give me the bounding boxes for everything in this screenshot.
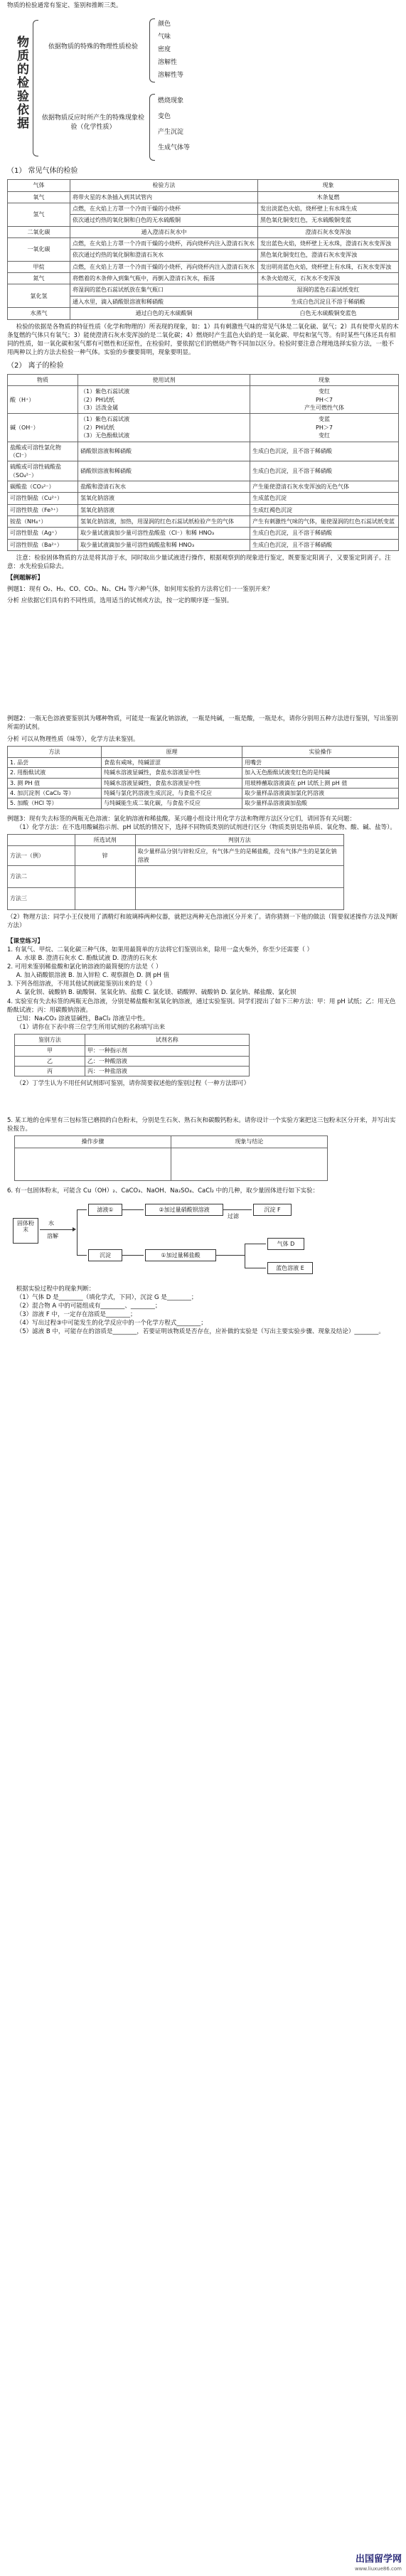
table-row xyxy=(8,308,399,319)
table-header-cell: 现象 xyxy=(258,180,399,191)
table-cell: 可溶性铜盐（Cu²⁺） xyxy=(8,493,78,504)
table-cell: 硝酸钡溶液和稀硝酸 xyxy=(78,461,250,481)
table-cell: 变红 PH＜7 产生可燃性气体 xyxy=(250,386,399,414)
q6-part-d: （4）写出过程③中可能发生的化学反应中的一个化学方程式________； xyxy=(16,1320,207,1327)
table-header-cell: 使用试剂 xyxy=(78,375,250,386)
table-row xyxy=(8,887,344,909)
table-row xyxy=(8,539,399,550)
table-row xyxy=(8,789,399,798)
experiment-flow-diagram xyxy=(7,1199,399,1283)
table-header-cell: 现象与结论 xyxy=(171,1136,327,1148)
table-cell: 将燃着的木条伸入到集气瓶中，再倒入澄清石灰水，振荡 xyxy=(70,273,258,284)
table-header-row xyxy=(8,180,399,191)
practice-q5: 5. 某工地的仓库里有三包标签已磨损的白色粉末，分别是生石灰、熟石灰和碳酸钙粉末。请你设计一个实验方案把这三包粉末区分开来，并写出实验报告。 xyxy=(7,1117,396,1133)
table-header-row xyxy=(8,746,399,757)
example3-text: 例题3：现有失去标签的两瓶无色溶液：氯化钠溶液和稀盐酸。某兴趣小组设计用化学方法和物理方法区分它们，请回答有关问题： xyxy=(7,815,356,823)
table-header-cell: 鉴别方法 xyxy=(15,1034,85,1045)
table-cell: 氢气 xyxy=(8,203,70,226)
table-cell: 甲 xyxy=(15,1046,85,1056)
table-cell: 通入水里，滴入硝酸银溶液和稀硝酸 xyxy=(70,296,258,307)
flow-split-line xyxy=(77,1209,78,1255)
example2-text: 例题2：一瓶无色溶液要鉴别其为哪种物质，可能是一瓶氯化钠溶液，一瓶是纯碱，一瓶是酸，一瓶是水，请你分别用五种方法进行鉴别，写出鉴别所需的试剂。 xyxy=(7,715,398,732)
ion-section-title: （2） 离子的检验 xyxy=(7,361,64,370)
table-header-row xyxy=(15,1136,328,1148)
physical-item: 颜色 xyxy=(158,21,171,28)
table-cell: 黑色氧化铜变红色，无水硫酸铜变蓝 xyxy=(258,215,399,226)
table-row xyxy=(8,191,399,203)
table-row xyxy=(8,273,399,284)
table-cell: 氮气 xyxy=(8,273,70,284)
table-cell: 4. 加沉淀剂（CaCl₂ 等） xyxy=(8,789,102,798)
table-cell: 纯碱水溶液显碱性，食盐水溶液显中性 xyxy=(102,768,242,778)
table-row xyxy=(8,528,399,539)
example3-q1: （1）化学方法：在不选用酸碱指示剂、pH 试纸的情况下，选择不同物质类别的试剂进行区分（物质类别是指单质、氧化物、酸、碱、盐等）。 xyxy=(16,823,396,831)
physical-item: 气味 xyxy=(158,33,171,41)
flow-box-filtrate: 滤液① xyxy=(88,1204,122,1216)
table-row xyxy=(8,203,399,214)
table-cell: 水蒸气 xyxy=(8,308,70,319)
watermark-url: www.liuxue86.com xyxy=(354,2566,402,2572)
flow-arrow xyxy=(122,1255,144,1256)
example2-table xyxy=(7,746,399,809)
table-cell: 生成白色沉淀，且不溶于稀硝酸 xyxy=(250,539,399,550)
table-row xyxy=(8,238,399,250)
table-header-cell xyxy=(8,834,75,845)
chemical-item: 变色 xyxy=(158,113,171,121)
practice-q1: 1. 有氧气、甲烷、二氧化碳三种气体，如果用最简单的方法将它们鉴别出来，除用一盒火柴外，你至少还需要（ ） xyxy=(7,946,314,954)
practice-q4-sub: 已知：Na₂CO₃ 溶液显碱性，BaCl₂ 溶液呈中性。 xyxy=(16,1015,149,1022)
table-row xyxy=(8,461,399,481)
table-row xyxy=(8,768,399,778)
table-cell: 方法二 xyxy=(8,865,75,887)
table-header-cell: 实验操作 xyxy=(242,746,399,757)
table-header-cell: 物质 xyxy=(8,375,78,386)
practice-q1-options: A. 水球 B. 澄清石灰水 C. 酚酞试液 D. 澄清的石灰水 xyxy=(16,955,157,963)
table-cell: 食盐有咸味，纯碱涩涩 xyxy=(102,757,242,767)
table-cell: 用嘴尝 xyxy=(242,757,399,767)
answer-cell[interactable] xyxy=(75,887,135,909)
table-cell: 锌 xyxy=(75,846,135,866)
table-cell: 点燃，在火焰上方罩一个冷而干燥的小烧杯，再向烧杯内注入澄清石灰水 xyxy=(70,261,258,272)
flow-box-step2: ②加过量硝酸钡溶液 xyxy=(145,1204,223,1216)
table-header-row xyxy=(8,834,344,845)
table-cell: 与纯碱能生成二氧化碳，与食盐不反应 xyxy=(102,798,242,808)
q6-part-c: （3）溶液 F 中，一定存在溶质是________； xyxy=(16,1311,137,1319)
physical-brace xyxy=(149,18,155,82)
table-cell: 丙 xyxy=(15,1066,85,1076)
watermark-title: 出国留学网 xyxy=(355,2553,402,2565)
practice-q4: 4. 实验室有失去标签的两瓶无色溶液，分别是稀盐酸和氢氧化钠溶液，通过实验鉴别。同学们提出了如下三种方法：甲：用 pH 试纸；乙：用无色酚酞试液；丙：用碳酸钠溶液。 xyxy=(7,998,396,1014)
table-row xyxy=(8,386,399,414)
flow-arrow xyxy=(77,1255,87,1256)
table-cell: 依次通过灼热的氧化铜和澄清石灰水 xyxy=(70,250,258,261)
table-row xyxy=(8,778,399,788)
table-cell: 依次通过灼热的氧化铜和白色的无水硫酸铜 xyxy=(70,215,258,226)
table-cell: 白色无水硫酸铜变蓝色 xyxy=(258,308,399,319)
inspection-overview-diagram xyxy=(7,14,399,164)
table-cell: 将湿润的蓝色石蕊试纸放在集气瓶口 xyxy=(70,284,258,296)
example1-analysis: 分析 应依据它们具有的不同性质，选用适当的试剂或方法，按一定的顺序逐一鉴别。 xyxy=(7,597,233,605)
example3-table xyxy=(7,834,344,910)
table-cell: 变蓝 PH＞7 变红 xyxy=(250,414,399,442)
table-cell: 取少量试液滴加少量可溶性硫酸盐和稀 HNO₃ xyxy=(78,539,250,550)
q4-table xyxy=(14,1034,250,1076)
flow-box-start: 固体粉末 xyxy=(13,1218,38,1244)
table-cell: 发出淡蓝色火焰，烧杯壁上有水珠生成 xyxy=(258,203,399,214)
example2-analysis: 分析 可以从物理性质（味等），化学方法来鉴别。 xyxy=(7,735,139,743)
practice-q3-options: A. 氯化钡、硫酸钠 B. 硫酸铜、氢氧化钠、盐酸 C. 氯化镁、硝酸钾、硫酸钠 D. 氯化钠、稀盐酸、氯化钡 xyxy=(16,989,297,997)
flow-arrow xyxy=(40,1229,73,1230)
table-cell: 硝酸银溶液和稀硝酸 xyxy=(78,442,250,461)
table-cell: 黑色氧化铜变红色，澄清石灰水变浑浊 xyxy=(258,250,399,261)
flow-arrow xyxy=(216,1255,245,1256)
table-cell: 纯碱与氯化钙溶液生成沉淀，与食盐不反应 xyxy=(102,789,242,798)
table-row xyxy=(8,261,399,272)
practice-q4-table-intro: （1）请你在下表中将三位学生所用试剂的名称填写出来 xyxy=(16,1023,166,1031)
flow-arrow xyxy=(77,1209,87,1210)
table-header-cell: 原理 xyxy=(102,746,242,757)
chemical-brace xyxy=(149,94,155,161)
gas-detection-table xyxy=(7,179,399,319)
table-cell: 产生有刺激性气味的气体，能使湿润的红色石蕊试纸变蓝 xyxy=(250,516,399,528)
table-cell: 产生能使澄清石灰水变浑浊的无色气体 xyxy=(250,481,399,492)
table-cell: 生成白色沉淀，且不溶于稀硝酸 xyxy=(250,442,399,461)
flow-label-water: 水 xyxy=(48,1219,54,1226)
gas-note: 检验的依据是各物质的特征性质（化学和物理的）所表现的现象，如：1）具有刺激性气味的常见气体是二氧化硫、氨气；2）具有使带火星的木条复燃的气体只有氧气；3）能使澄清石灰水变浑浊的是二氧化碳；4）燃烧时产生蓝色火焰的是一氧化碳、甲烷和氢气等。有时某些气体还具有相同的性质，如一氧化碳和氢气都有可燃性和还原性，在检验时，要依据它们的燃烧产物不同加以区分。检验时要注意合理地选择实验方法，一般不用两种以上的方法去检验一种气体。实验的步骤要简明，现象要明显。 xyxy=(7,323,399,356)
example3-q2: （2）物理方法：同学小王仅使用了酒精灯和玻璃棒两种仪器，就把这两种无色溶液区分开来了。请你猜测一下他的做法（简要叙述操作方法及判断方法） xyxy=(7,913,398,930)
table-header-cell: 气体 xyxy=(8,180,70,191)
table-header-cell: 现象 xyxy=(250,375,399,386)
table-row xyxy=(8,493,399,504)
ion-note: 注意：检验固体物质的方法是将其溶于水，同时取出少量试液进行操作，根据观察到的现象进行鉴定，既要鉴定阳离子，又要鉴定阴离子。注意：水先检验后除去。 xyxy=(7,555,391,571)
practice-q4-q2: （2）丁学生认为不用任何试剂即可鉴别，请你简要叙述他的鉴别过程（一种方法即可） xyxy=(16,1080,250,1088)
table-cell: 生成白色沉淀且不溶于稀硝酸 xyxy=(258,296,399,307)
table-cell: 酸（H⁺） xyxy=(8,386,78,414)
q5-table xyxy=(14,1135,328,1180)
table-cell: 生成红褐色沉淀 xyxy=(250,504,399,515)
answer-cell[interactable] xyxy=(75,865,135,887)
answer-cell[interactable] xyxy=(15,1148,171,1180)
table-cell: 3. 测 PH 值 xyxy=(8,778,102,788)
table-header-cell: 试剂名称 xyxy=(85,1034,249,1045)
table-cell: 湿润的蓝色石蕊试纸变红 xyxy=(258,284,399,296)
table-cell: 生成蓝色沉淀 xyxy=(250,493,399,504)
chemical-label: 依据物质反应时所产生的特殊现象检验（化学性质） xyxy=(41,114,144,131)
table-cell: 可溶性银盐（Ag⁺） xyxy=(8,528,78,539)
outer-brace xyxy=(33,20,38,156)
flow-box-precipitate: 沉淀 xyxy=(88,1249,122,1261)
table-cell: 方法一（例） xyxy=(8,846,75,866)
table-row xyxy=(8,846,344,866)
table-cell: 取少量样品溶液滴加盐酸 xyxy=(242,798,399,808)
table-cell: 生成白色沉淀，且不溶于稀硝酸 xyxy=(250,461,399,481)
table-cell: 乙：一种酸溶液 xyxy=(85,1056,249,1066)
table-cell: 碱（OH⁻） xyxy=(8,414,78,442)
practice-q2-options: A. 加入硝酸银溶液 B. 加入锌粒 C. 观察颜色 D. 测 pH 值 xyxy=(16,972,170,980)
physical-item: 密度 xyxy=(158,46,171,54)
table-cell: （1）紫色石蕊试液 （2）PH试纸 （3）活泼金属 xyxy=(78,386,250,414)
answer-cell[interactable] xyxy=(135,865,343,887)
answer-space xyxy=(7,1095,399,1109)
table-cell: 二氧化碳 xyxy=(8,226,70,237)
table-cell: 可溶性钡盐（Ba²⁺） xyxy=(8,539,78,550)
table-cell: 纯碱水溶液显碱性，食盐水溶液显中性 xyxy=(102,778,242,788)
table-cell: 通入澄清石灰水中 xyxy=(70,226,258,237)
table-row xyxy=(8,226,399,237)
table-header-cell: 操作步骤 xyxy=(15,1136,171,1148)
table-cell: 盐酸和澄清石灰水 xyxy=(78,481,250,492)
table-cell: 甲烷 xyxy=(8,261,70,272)
flow-label-filter: 过滤 xyxy=(228,1212,239,1219)
table-cell: 氢氧化钠溶液 xyxy=(78,504,250,515)
table-cell: 氢氧化钠溶液 xyxy=(78,493,250,504)
physical-label: 依据物质的特殊的物理性质检验 xyxy=(48,43,138,51)
table-cell: 甲：一种指示剂 xyxy=(85,1046,249,1056)
table-cell: 碳酸盐（CO₃²⁻） xyxy=(8,481,78,492)
table-cell: （1）紫色石蕊试液 （2）PH试纸 （3）无色酚酞试液 xyxy=(78,414,250,442)
table-cell: 发出蓝色火焰，烧杯壁上无水珠，澄清石灰水变浑浊 xyxy=(258,238,399,250)
flow-arrow xyxy=(223,1209,252,1210)
flow-arrowhead xyxy=(73,1227,76,1231)
table-cell: 点燃，在火焰上方罩一个冷而干燥的小烧杯，再向烧杯内注入澄清石灰水 xyxy=(70,238,258,250)
answer-cell[interactable] xyxy=(135,887,343,909)
overview-title: 物质的检验依据 xyxy=(14,36,28,131)
table-cell: 木条火焰熄灭，石灰水不变浑浊 xyxy=(258,273,399,284)
table-cell: 发出明亮蓝色火焰，烧杯壁上有水珠，石灰水变浑浊 xyxy=(258,261,399,272)
table-row xyxy=(8,481,399,492)
physical-item: 溶解性 xyxy=(158,59,178,67)
document-page xyxy=(7,0,399,1336)
table-row xyxy=(15,1148,328,1180)
table-cell: 铵盐（NH₄⁺） xyxy=(8,516,78,528)
table-cell: 5. 加酸（HCl 等） xyxy=(8,798,102,808)
chemical-item: 生成气体等 xyxy=(158,144,191,152)
table-row xyxy=(15,1046,250,1056)
table-cell: 丙：一种盐溶液 xyxy=(85,1066,249,1076)
table-cell: 方法三 xyxy=(8,887,75,909)
answer-cell[interactable] xyxy=(171,1148,327,1180)
intro-text: 物质的检验通常有鉴定、鉴别和推断三类。 xyxy=(7,2,122,9)
table-cell: 取少量样品溶液滴加氯化钙溶液 xyxy=(242,789,399,798)
flow-box-blue-solution: 蓝色溶液 E xyxy=(267,1262,313,1274)
table-cell: 氧气 xyxy=(8,191,70,203)
table-cell: 生成白色沉淀，且不溶于稀硝酸 xyxy=(250,528,399,539)
table-cell: 氢氧化钠溶液，加热，用湿润的红色石蕊试纸检验产生的气体 xyxy=(78,516,250,528)
table-cell: 将带火星的木条插入到其试管内 xyxy=(70,191,258,203)
table-cell: 硫酸或可溶性硫酸盐（SO₄²⁻） xyxy=(8,461,78,481)
site-watermark xyxy=(355,2553,402,2573)
flow-box-white-ppt: 沉淀 F xyxy=(253,1204,292,1216)
example-header: 【例题解析】 xyxy=(7,574,44,582)
table-cell: 盐酸或可溶性氯化物（Cl⁻） xyxy=(8,442,78,461)
practice-header: 【课堂练习】 xyxy=(7,938,44,946)
table-header-cell: 检验方法 xyxy=(70,180,258,191)
ion-detection-table xyxy=(7,374,399,551)
practice-q3: 3. 下列各组溶液，不用其他试剂就能鉴别出来的是（ ） xyxy=(7,980,156,988)
example1-answer-space xyxy=(7,605,399,712)
q6-part-b: （2）混合物 A 中的可能组成有________、________； xyxy=(16,1302,161,1310)
table-header-row xyxy=(15,1034,250,1045)
table-cell: 1. 品尝 xyxy=(8,757,102,767)
table-cell: 点燃，在火焰上方罩一个冷而干燥的小烧杯 xyxy=(70,203,258,214)
table-cell: 可溶性铁盐（Fe³⁺） xyxy=(8,504,78,515)
flow-box-gas: 气体 D xyxy=(267,1238,304,1250)
q6-part-a: （1）气体 D 是________（填化学式，下同），沉淀 G 是________； xyxy=(16,1293,198,1301)
table-row xyxy=(8,798,399,808)
practice-q6: 6. 有一包固体粉末，可能含 Cu（OH）₂、CaCO₃、NaOH、Na₂SO₄、CaCl₂ 中的几种，取少量固体进行如下实验： xyxy=(7,1187,319,1195)
table-row xyxy=(8,757,399,767)
q6-lead: 根据实验过程中的现象判断： xyxy=(16,1285,95,1293)
table-row xyxy=(15,1066,250,1076)
table-cell: 通过白色的无水硫酸铜 xyxy=(70,308,258,319)
table-row xyxy=(15,1056,250,1066)
table-row xyxy=(8,504,399,515)
example1-text: 例题1：现有 O₂、H₂、CO、CO₂、N₂、CH₄ 等六种气体，如何用实验的方法将它们一一鉴别开来？ xyxy=(7,586,273,594)
q6-part-e: （5）滤液 B 中，可能存在的溶质是________，若要证明该物质是否存在，应补做的实验是（写出主要实验步骤、现象及结论）________。 xyxy=(16,1328,385,1336)
table-cell: 澄清石灰水变浑浊 xyxy=(258,226,399,237)
physical-item: 溶解性等 xyxy=(158,72,184,80)
table-cell: 一氧化碳 xyxy=(8,238,70,262)
table-cell: 2. 用酚酞试液 xyxy=(8,768,102,778)
table-row xyxy=(8,442,399,461)
chemical-item: 燃烧现象 xyxy=(158,97,184,105)
table-cell: 取少量试液滴加少量可溶性盐酸盐（Cl⁻）和稀 HNO₃ xyxy=(78,528,250,539)
table-header-cell: 判别方法 xyxy=(135,834,343,845)
flow-box-step1: ①加过量稀盐酸 xyxy=(145,1249,216,1261)
table-cell: 木条复燃 xyxy=(258,191,399,203)
flow-arrow xyxy=(122,1209,144,1210)
table-row xyxy=(8,516,399,528)
table-row xyxy=(8,284,399,296)
table-cell: 加入无色酚酞试液变红色的是纯碱 xyxy=(242,768,399,778)
gas-section-title: （1） 常见气体的检验 xyxy=(7,167,78,176)
table-cell: 乙 xyxy=(15,1056,85,1066)
table-row xyxy=(8,865,344,887)
chemical-item: 产生沉淀 xyxy=(158,129,184,137)
table-header-cell: 方法 xyxy=(8,746,102,757)
table-row xyxy=(8,414,399,442)
table-header-row xyxy=(8,375,399,386)
table-header-cell: 所选试剂 xyxy=(75,834,135,845)
table-cell: 取少量样品分别与锌粒反应，有气体产生的是稀盐酸，没有气体产生的是氯化钠溶液 xyxy=(135,846,343,866)
table-cell: 氯化氢 xyxy=(8,284,70,308)
flow-label-dissolve: 溶解 xyxy=(47,1232,58,1239)
practice-q2: 2. 可用来鉴别稀盐酸和氯化钠溶液的最简便的方法是（ ） xyxy=(7,963,162,971)
table-cell: 用玻棒蘸取溶液滴在 pH 试纸上测 pH 值 xyxy=(242,778,399,788)
